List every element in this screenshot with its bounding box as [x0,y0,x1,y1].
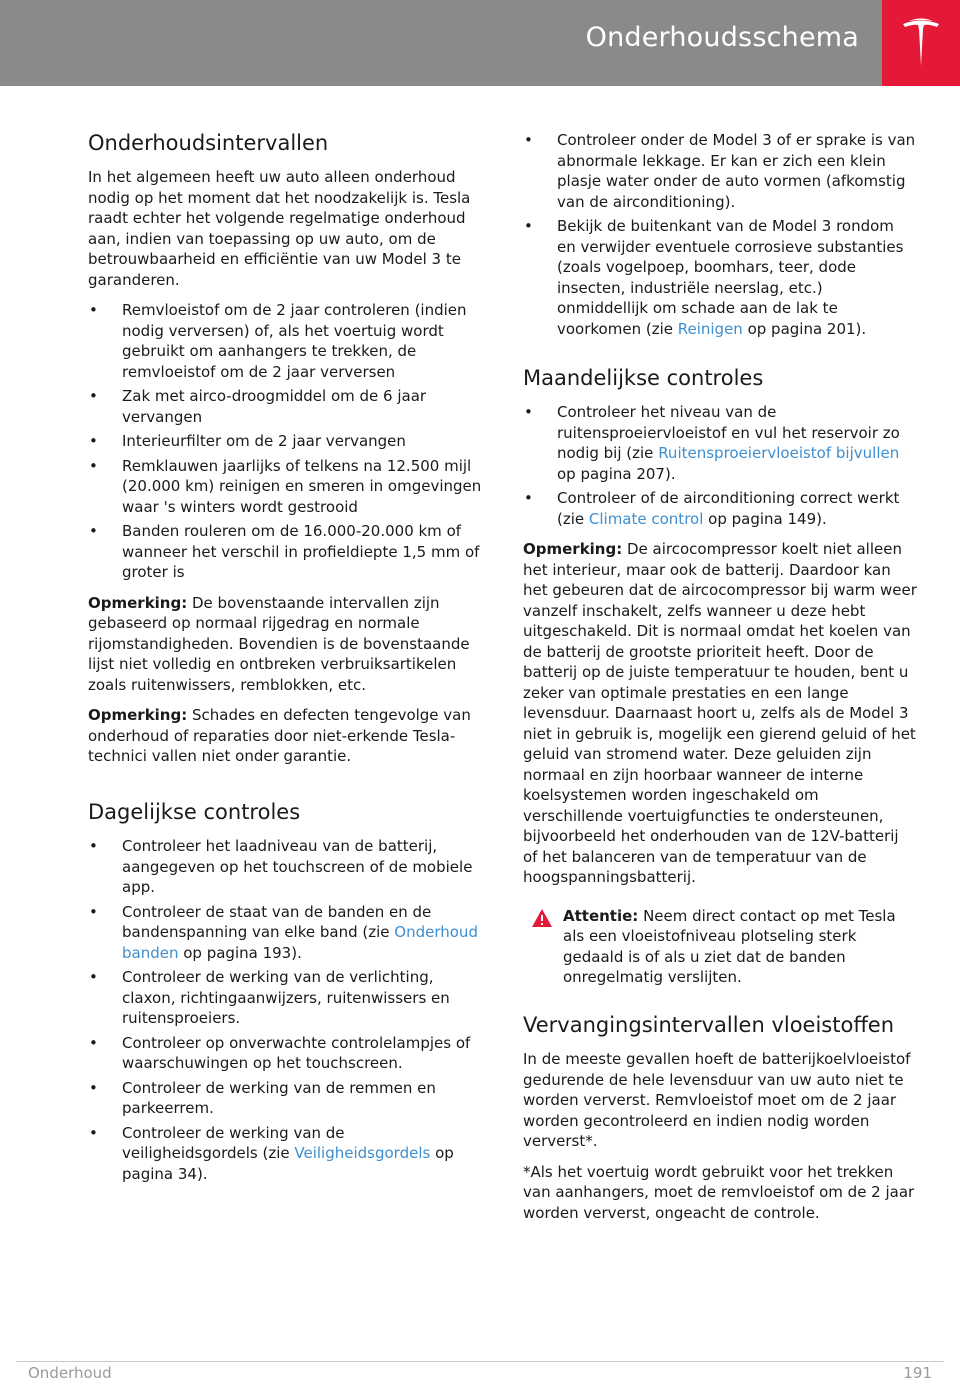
fluids-footnote: *Als het voertuig wordt gebruikt voor het trekken van aanhangers, moet de remvloeistof om de 2 jaar worden ververst, ongeacht de controle. [523,1162,915,1222]
link-ruitensproeiervloeistof[interactable]: Ruitensproeiervloeistof bijvullen [658,444,900,463]
section-heading-intervals: Onderhoudsintervallen [88,131,329,155]
left-column [88,130,482,1194]
list-item: • Controleer de staat van de banden en de bandenspanning van elke band (zie Onderhoud banden op pagina 193). [88,902,482,964]
note-label: Opmerking: [88,593,188,612]
daily-list [88,836,482,1184]
footer-divider [16,1361,944,1362]
link-onderhoud-banden[interactable]: Onderhoud banden [122,923,478,962]
section-heading-fluids: Vervangingsintervallen vloeistoffen [523,1012,895,1037]
right-column [523,130,917,1233]
attention-label: Attentie: [563,906,639,925]
list-item: • Controleer de werking van de verlichting, claxon, richtingaanwijzers, ruitenwissers en ruitensproeiers. [88,967,482,1029]
note-paragraph [88,593,482,696]
page-number: 191 [903,1364,932,1382]
note-paragraph [88,705,482,767]
note-text: De aircocompressor koelt niet alleen het interieur, maar ook de batterij. Daardoor kan het gebeuren dat de aircocompressor bij warm weer vanzelf inschakelt, zelfs wanneer u deze hebt uitgeschakeld. Dit is normaal omdat het koelen van de batterij de grootste prioriteit heeft. Door de batterij op de juiste temperatuur te houden, bent u zeker van optimale prestaties en een lange levensduur. Daarnaast hoort u, zelfs als de Model 3 niet in gebruik is, mogelijk een gierend geluid of het geluid van stromend water. Deze geluiden zijn normaal en zijn hoorbaar wanneer de interne koelsystemen worden ingeschakeld om verschillende voertuigfuncties te ondersteunen, bijvoorbeeld het onderhouden van de 12V-batterij of het balanceren van de temperatuur van de hoogspanningsbatterij. [523,540,917,887]
intro-paragraph: In het algemeen heeft uw auto alleen onderhoud nodig op het moment dat het noodzakelijk is. Tesla raadt echter het volgende regelmatige onderhoud aan, indien van toepassing op uw auto, om de betrouwbaarheid en efficiëntie van uw Model 3 te garanderen. [88,168,471,289]
list-item: • Banden rouleren om de 16.000-20.000 km of wanneer het verschil in profieldiepte 1,5 mm of groter is [88,521,482,583]
list-item: • Controleer de werking van de remmen en parkeerrem. [88,1078,482,1119]
list-item: • Controleer of de airconditioning correct werkt (zie Climate control op pagina 149). [523,488,917,529]
note-text: De bovenstaande intervallen zijn gebaseerd op normaal rijgedrag en normale rijomstandigheden. Bovendien is de bovenstaande lijst niet volledig en ontbreken verbruiksartikelen zoals ruitenwissers, remblokken, etc. [88,593,470,694]
header-bar [0,0,960,86]
list-item: • Bekijk de buitenkant van de Model 3 rondom en verwijder eventuele corrosieve substanties (zoals vogelpoep, boomhars, teer, dode insecten, industriële neerslag, etc.) onmiddellijk om schade aan de lak te voorkomen (zie Reinigen op pagina 201). [523,216,917,339]
list-item: • Remvloeistof om de 2 jaar controleren (indien nodig verversen) of, als het voertuig wordt gebruikt om aanhangers te trekken, de remvloeistof om de 2 jaar verversen [88,300,482,382]
list-item: • Zak met airco-droogmiddel om de 6 jaar vervangen [88,386,482,427]
footer-section-name: Onderhoud [28,1364,112,1382]
list-item: • Controleer op onverwachte controlelampjes of waarschuwingen op het touchscreen. [88,1033,482,1074]
list-item: • Remklauwen jaarlijks of telkens na 12.500 mijl (20.000 km) reinigen en smeren in omgevingen waar 's winters wordt gestrooid [88,456,482,518]
attention-text: Neem direct contact op met Tesla als een vloeistofniveau plotseling sterk gedaald is of als u ziet dat de banden onregelmatig verslijten. [563,906,896,987]
list-item: • Controleer de werking van de veiligheidsgordels (zie Veiligheidsgordels op pagina 34). [88,1123,482,1185]
list-item: • Controleer onder de Model 3 of er sprake is van abnormale lekkage. Er kan er zich een klein plasje water onder de auto vormen (afkomstig van de airconditioning). [523,130,917,212]
fluids-paragraph: In de meeste gevallen hoeft de batterijkoelvloeistof gedurende de hele levensduur van uw auto niet te worden ververst. Remvloeistof moet om de 2 jaar worden gecontroleerd en indien nodig worden ververst*. [523,1050,911,1151]
warning-triangle-icon [531,908,553,928]
page-title: Onderhoudsschema [585,22,859,53]
daily-list-continued [523,130,917,339]
link-veiligheidsgordels[interactable]: Veiligheidsgordels [294,1144,431,1163]
list-item: • Interieurfilter om de 2 jaar vervangen [88,431,482,452]
interval-list [88,300,482,583]
monthly-list [523,402,917,529]
link-reinigen[interactable]: Reinigen [677,319,743,338]
note-paragraph [523,539,917,888]
list-item: • Controleer het niveau van de ruitensproeiervloeistof en vul het reservoir zo nodig bij (zie Ruitensproeiervloeistof bijvullen op pagina 207). [523,402,917,484]
section-heading-daily: Dagelijkse controles [88,799,301,824]
section-heading-monthly: Maandelijkse controles [523,366,764,390]
note-text: Schades en defecten tengevolge van onderhoud of reparaties door niet-erkende Tesla-technici vallen niet onder garantie. [88,706,471,766]
note-label: Opmerking: [523,540,623,559]
tesla-logo-icon [882,0,960,86]
link-climate-control[interactable]: Climate control [588,509,704,528]
attention-block [523,906,917,988]
list-item: • Controleer het laadniveau van de batterij, aangegeven op het touchscreen of de mobiele app. [88,836,482,898]
note-label: Opmerking: [88,706,188,725]
